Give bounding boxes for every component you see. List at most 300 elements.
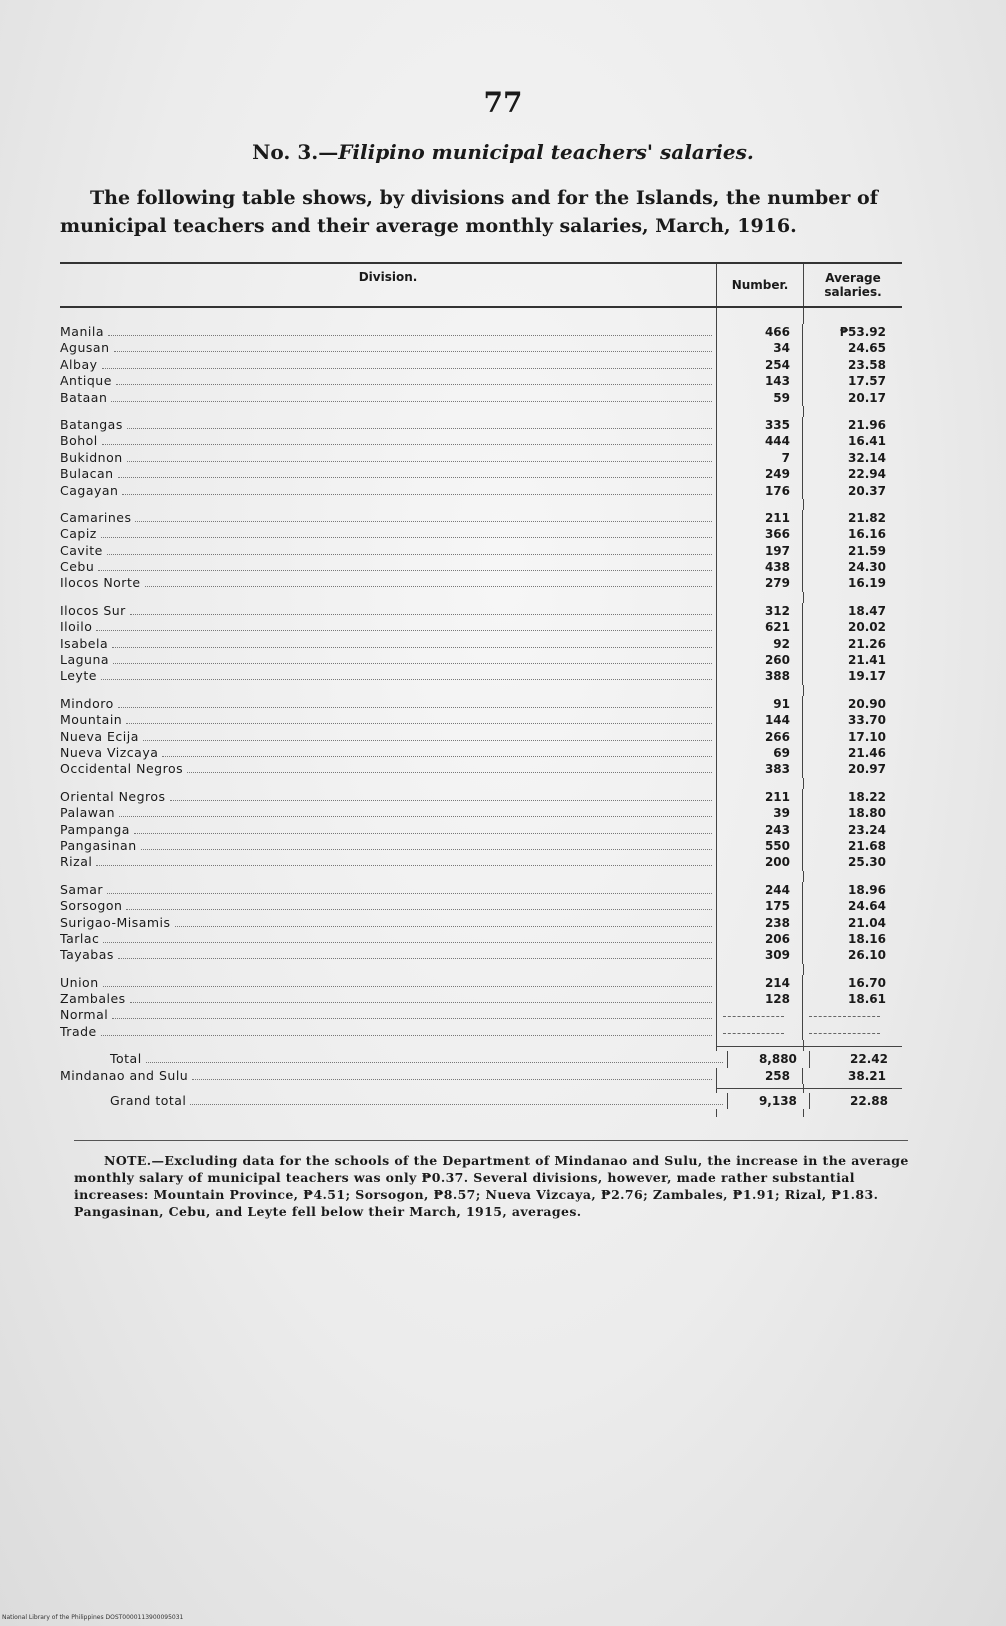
number-cell: 249 bbox=[716, 466, 802, 482]
table-row bbox=[60, 1007, 902, 1023]
dot-leader bbox=[101, 678, 712, 680]
table-row bbox=[60, 822, 902, 838]
salary-cell: 20.37 bbox=[802, 483, 900, 499]
division-name: Sorsogon bbox=[60, 898, 123, 914]
division-name: Pangasinan bbox=[60, 837, 137, 853]
division-name: Bukidnon bbox=[60, 449, 123, 465]
number-cell: 383 bbox=[716, 761, 802, 777]
table-row bbox=[60, 559, 902, 575]
division-name: Tarlac bbox=[60, 930, 100, 946]
salary-cell: 18.80 bbox=[802, 805, 900, 821]
table-row bbox=[60, 575, 902, 591]
number-cell: 621 bbox=[716, 619, 802, 635]
number-cell: 211 bbox=[716, 510, 802, 526]
table-row bbox=[60, 931, 902, 947]
division-name: Bohol bbox=[60, 433, 98, 449]
dot-leader bbox=[107, 553, 712, 555]
mindanao-row bbox=[60, 1068, 902, 1084]
division-name: Nueva Vizcaya bbox=[60, 744, 159, 760]
division-cell bbox=[60, 450, 716, 466]
dot-leader bbox=[143, 739, 712, 741]
salary-cell: 23.24 bbox=[802, 822, 900, 838]
division-name: Pampanga bbox=[60, 821, 130, 837]
table-row bbox=[60, 483, 902, 499]
division-cell bbox=[60, 526, 716, 542]
table-row bbox=[60, 357, 902, 373]
table-row bbox=[60, 898, 902, 914]
salary-cell: 21.96 bbox=[802, 417, 900, 433]
number-cell: 260 bbox=[716, 652, 802, 668]
salary-cell bbox=[802, 1007, 900, 1023]
spacer-cell bbox=[716, 1109, 803, 1117]
salary-cell: 20.97 bbox=[802, 761, 900, 777]
number-cell: 9,138 bbox=[727, 1093, 809, 1109]
number-cell: 91 bbox=[716, 696, 802, 712]
division-cell bbox=[60, 390, 716, 406]
division-cell bbox=[60, 1024, 716, 1040]
number-cell: 92 bbox=[716, 636, 802, 652]
note-rule bbox=[74, 1140, 908, 1141]
division-cell bbox=[60, 975, 716, 991]
spacer-cell bbox=[60, 592, 716, 603]
spacer-cell bbox=[60, 406, 716, 417]
salary-cell: 21.68 bbox=[802, 838, 900, 854]
number-cell: 144 bbox=[716, 712, 802, 728]
dot-leader bbox=[127, 427, 712, 429]
number-cell: 244 bbox=[716, 882, 802, 898]
division-name: Ilocos Norte bbox=[60, 575, 141, 591]
dot-leader bbox=[127, 460, 712, 462]
salary-cell: 16.70 bbox=[802, 975, 900, 991]
salary-table bbox=[60, 262, 902, 1117]
spacer-cell bbox=[803, 592, 902, 603]
division-name: Iloilo bbox=[60, 619, 93, 635]
salary-cell: 22.94 bbox=[802, 466, 900, 482]
table-title bbox=[0, 140, 1006, 164]
spacer-cell bbox=[60, 1109, 716, 1117]
spacer-cell bbox=[716, 308, 803, 324]
salary-cell: 16.16 bbox=[802, 526, 900, 542]
salary-cell: 21.41 bbox=[802, 652, 900, 668]
salary-cell: 18.96 bbox=[802, 882, 900, 898]
division-cell bbox=[60, 805, 716, 821]
group-spacer bbox=[60, 778, 902, 789]
salary-cell: 17.10 bbox=[802, 729, 900, 745]
number-cell: 69 bbox=[716, 745, 802, 761]
dot-leader bbox=[111, 400, 712, 402]
group-spacer bbox=[60, 964, 902, 975]
table-row bbox=[60, 526, 902, 542]
division-name: Trade bbox=[60, 1023, 97, 1039]
division-name: Rizal bbox=[60, 854, 93, 870]
dot-leader bbox=[192, 1078, 712, 1080]
table-row bbox=[60, 510, 902, 526]
dot-leader bbox=[146, 1061, 724, 1063]
division-cell bbox=[60, 559, 716, 575]
table-row bbox=[60, 696, 902, 712]
division-name: Mindoro bbox=[60, 695, 114, 711]
table-row bbox=[60, 450, 902, 466]
table-row bbox=[60, 947, 902, 963]
table-row bbox=[60, 652, 902, 668]
spacer-cell bbox=[716, 964, 803, 975]
number-cell: 550 bbox=[716, 838, 802, 854]
table-row bbox=[60, 668, 902, 684]
spacer-cell bbox=[803, 871, 902, 882]
salary-cell: 21.04 bbox=[802, 915, 900, 931]
intro-paragraph: The following table shows, by divisions and for the Islands, the number of municipal teachers and their average monthly salaries, March, 1916. bbox=[60, 187, 878, 237]
blank-dash bbox=[723, 1007, 784, 1017]
division-cell bbox=[60, 417, 716, 433]
division-cell bbox=[60, 712, 716, 728]
spacer-cell bbox=[60, 964, 716, 975]
division-name: Samar bbox=[60, 881, 104, 897]
table-row bbox=[60, 789, 902, 805]
table-row bbox=[60, 466, 902, 482]
salary-cell: 20.02 bbox=[802, 619, 900, 635]
header-salaries: Average salaries. bbox=[803, 264, 902, 306]
group-spacer bbox=[60, 592, 902, 603]
number-cell: 211 bbox=[716, 789, 802, 805]
salary-cell: 18.22 bbox=[802, 789, 900, 805]
division-name: Grand total bbox=[110, 1093, 187, 1109]
table-row bbox=[60, 882, 902, 898]
division-cell bbox=[60, 603, 716, 619]
dot-leader bbox=[170, 799, 712, 801]
dot-leader bbox=[96, 629, 712, 631]
number-cell: 59 bbox=[716, 390, 802, 406]
dot-leader bbox=[175, 925, 712, 927]
dot-leader bbox=[134, 832, 712, 834]
salary-cell: 20.17 bbox=[802, 390, 900, 406]
table-row bbox=[60, 390, 902, 406]
division-name: Cebu bbox=[60, 559, 95, 575]
dot-leader bbox=[96, 864, 712, 866]
spacer-cell bbox=[716, 685, 803, 696]
scan-footer: National Library of the Philippines DOST0000113900095031 bbox=[2, 1614, 184, 1621]
salary-cell: ₱53.92 bbox=[802, 324, 900, 340]
division-cell bbox=[60, 696, 716, 712]
number-cell: 444 bbox=[716, 433, 802, 449]
division-cell bbox=[60, 466, 716, 482]
group-spacer bbox=[60, 308, 902, 324]
division-name: Mindanao and Sulu bbox=[60, 1067, 189, 1083]
division-cell bbox=[60, 838, 716, 854]
number-cell bbox=[716, 1024, 802, 1040]
number-cell: 34 bbox=[716, 340, 802, 356]
number-cell: 39 bbox=[716, 805, 802, 821]
number-cell: 312 bbox=[716, 603, 802, 619]
division-cell bbox=[60, 373, 716, 389]
salary-cell: 26.10 bbox=[802, 947, 900, 963]
dot-leader bbox=[101, 536, 712, 538]
salary-cell: 19.17 bbox=[802, 668, 900, 684]
salary-cell: 20.90 bbox=[802, 696, 900, 712]
number-cell: 8,880 bbox=[727, 1051, 809, 1067]
division-cell bbox=[60, 433, 716, 449]
division-name: Manila bbox=[60, 324, 104, 339]
spacer-cell bbox=[803, 308, 902, 324]
salary-cell: 18.61 bbox=[802, 991, 900, 1007]
salary-cell: 21.26 bbox=[802, 636, 900, 652]
group-spacer bbox=[60, 685, 902, 696]
division-cell bbox=[60, 1093, 727, 1109]
group-spacer bbox=[60, 1109, 902, 1117]
spacer-cell bbox=[716, 592, 803, 603]
division-cell bbox=[60, 1051, 727, 1067]
blank-dash bbox=[723, 1024, 784, 1034]
total-row bbox=[60, 1051, 902, 1067]
division-name: Occidental Negros bbox=[60, 761, 184, 777]
table-row bbox=[60, 838, 902, 854]
dot-leader bbox=[122, 493, 712, 495]
division-cell bbox=[60, 822, 716, 838]
spacer-cell bbox=[716, 871, 803, 882]
salary-cell: 21.82 bbox=[802, 510, 900, 526]
table-row bbox=[60, 915, 902, 931]
division-name: Agusan bbox=[60, 340, 110, 356]
division-cell bbox=[60, 882, 716, 898]
salary-cell: 16.19 bbox=[802, 575, 900, 591]
spacer-cell bbox=[803, 1109, 902, 1117]
division-cell bbox=[60, 340, 716, 356]
dot-leader bbox=[119, 815, 712, 817]
salary-cell: 21.46 bbox=[802, 745, 900, 761]
division-cell bbox=[60, 761, 716, 777]
division-name: Camarines bbox=[60, 509, 132, 525]
spacer-cell bbox=[716, 499, 803, 510]
division-name: Total bbox=[110, 1051, 142, 1067]
salary-cell: 24.64 bbox=[802, 898, 900, 914]
spacer-cell bbox=[60, 499, 716, 510]
division-name: Zambales bbox=[60, 991, 126, 1007]
division-name: Cavite bbox=[60, 542, 103, 558]
division-cell bbox=[60, 652, 716, 668]
table-row bbox=[60, 745, 902, 761]
number-cell: 206 bbox=[716, 931, 802, 947]
spacer-cell bbox=[60, 778, 716, 789]
table-row bbox=[60, 991, 902, 1007]
number-cell: 388 bbox=[716, 668, 802, 684]
division-cell bbox=[60, 324, 716, 340]
salary-cell: 33.70 bbox=[802, 712, 900, 728]
number-cell: 258 bbox=[716, 1068, 802, 1084]
table-row bbox=[60, 805, 902, 821]
title-prefix: No. 3.— bbox=[252, 140, 339, 164]
table-row bbox=[60, 975, 902, 991]
spacer-cell bbox=[803, 406, 902, 417]
division-cell bbox=[60, 789, 716, 805]
table-row bbox=[60, 373, 902, 389]
division-name: Bataan bbox=[60, 389, 108, 405]
rule-cell bbox=[60, 1088, 716, 1092]
salary-cell: 23.58 bbox=[802, 357, 900, 373]
number-cell: 200 bbox=[716, 854, 802, 870]
number-cell: 197 bbox=[716, 543, 802, 559]
table-row bbox=[60, 1024, 902, 1040]
spacer-cell bbox=[803, 499, 902, 510]
division-cell bbox=[60, 931, 716, 947]
division-name: Mountain bbox=[60, 712, 123, 728]
header-number: Number. bbox=[716, 264, 803, 306]
spacer-cell bbox=[60, 685, 716, 696]
division-name: Capiz bbox=[60, 526, 97, 542]
number-cell: 238 bbox=[716, 915, 802, 931]
dot-leader bbox=[118, 476, 712, 478]
number-cell: 243 bbox=[716, 822, 802, 838]
table-row bbox=[60, 324, 902, 340]
dot-leader bbox=[118, 957, 712, 959]
dot-leader bbox=[101, 1034, 712, 1036]
division-cell bbox=[60, 668, 716, 684]
division-cell bbox=[60, 357, 716, 373]
table-body bbox=[60, 308, 902, 1117]
spacer-cell bbox=[716, 778, 803, 789]
table-header bbox=[60, 264, 902, 308]
dot-leader bbox=[126, 722, 712, 724]
number-cell: 143 bbox=[716, 373, 802, 389]
number-cell: 176 bbox=[716, 483, 802, 499]
number-cell: 214 bbox=[716, 975, 802, 991]
number-cell: 309 bbox=[716, 947, 802, 963]
table-row bbox=[60, 433, 902, 449]
table-row bbox=[60, 619, 902, 635]
division-name: Antique bbox=[60, 373, 112, 389]
dot-leader bbox=[162, 755, 712, 757]
spacer-cell bbox=[803, 778, 902, 789]
division-name: Leyte bbox=[60, 668, 97, 684]
salary-cell: 21.59 bbox=[802, 543, 900, 559]
salary-cell: 22.88 bbox=[809, 1093, 902, 1109]
number-cell: 266 bbox=[716, 729, 802, 745]
grand-total-row bbox=[60, 1093, 902, 1109]
dot-leader bbox=[114, 350, 712, 352]
blank-dash bbox=[809, 1024, 880, 1034]
table-row bbox=[60, 543, 902, 559]
division-cell bbox=[60, 991, 716, 1007]
salary-cell: 24.65 bbox=[802, 340, 900, 356]
table-row bbox=[60, 761, 902, 777]
dot-leader bbox=[102, 367, 712, 369]
table-row bbox=[60, 603, 902, 619]
division-cell bbox=[60, 1068, 716, 1084]
dot-leader bbox=[102, 443, 712, 445]
dot-leader bbox=[126, 908, 712, 910]
group-spacer bbox=[60, 871, 902, 882]
division-name: Albay bbox=[60, 356, 98, 372]
number-cell bbox=[716, 1007, 802, 1023]
page-number: 77 bbox=[483, 86, 523, 119]
group-spacer bbox=[60, 499, 902, 510]
table-row bbox=[60, 340, 902, 356]
spacer-cell bbox=[716, 406, 803, 417]
number-cell: 438 bbox=[716, 559, 802, 575]
division-name: Oriental Negros bbox=[60, 788, 166, 804]
dot-leader bbox=[190, 1103, 723, 1105]
number-cell: 366 bbox=[716, 526, 802, 542]
number-cell: 7 bbox=[716, 450, 802, 466]
number-cell: 175 bbox=[716, 898, 802, 914]
division-name: Ilocos Sur bbox=[60, 602, 126, 618]
number-cell: 128 bbox=[716, 991, 802, 1007]
number-cell: 254 bbox=[716, 357, 802, 373]
dot-leader bbox=[112, 646, 712, 648]
table-row bbox=[60, 854, 902, 870]
division-name: Nueva Ecija bbox=[60, 728, 139, 744]
salary-cell: 17.57 bbox=[802, 373, 900, 389]
division-cell bbox=[60, 898, 716, 914]
division-name: Normal bbox=[60, 1007, 109, 1023]
salary-cell: 32.14 bbox=[802, 450, 900, 466]
division-cell bbox=[60, 543, 716, 559]
table-row bbox=[60, 636, 902, 652]
dot-leader bbox=[107, 892, 712, 894]
header-division: Division. bbox=[358, 270, 418, 284]
salary-cell: 24.30 bbox=[802, 559, 900, 575]
spacer-cell bbox=[60, 871, 716, 882]
number-cell: 279 bbox=[716, 575, 802, 591]
division-name: Surigao-Misamis bbox=[60, 914, 171, 930]
table-row bbox=[60, 712, 902, 728]
division-name: Bulacan bbox=[60, 466, 114, 482]
title-italic: Filipino municipal teachers' salaries. bbox=[338, 140, 754, 164]
division-name: Tayabas bbox=[60, 947, 114, 963]
division-name: Batangas bbox=[60, 416, 123, 432]
dot-leader bbox=[145, 585, 712, 587]
dot-leader bbox=[103, 941, 712, 943]
salary-cell: 25.30 bbox=[802, 854, 900, 870]
division-cell bbox=[60, 915, 716, 931]
blank-dash bbox=[809, 1007, 880, 1017]
salary-cell: 38.21 bbox=[802, 1068, 900, 1084]
salary-cell: 18.16 bbox=[802, 931, 900, 947]
division-cell bbox=[60, 1007, 716, 1023]
division-cell bbox=[60, 483, 716, 499]
division-cell bbox=[60, 619, 716, 635]
spacer-cell bbox=[803, 685, 902, 696]
division-cell bbox=[60, 947, 716, 963]
division-cell bbox=[60, 575, 716, 591]
rule-cell bbox=[60, 1046, 716, 1050]
group-spacer bbox=[60, 406, 902, 417]
division-name: Laguna bbox=[60, 652, 110, 668]
dot-leader bbox=[108, 334, 712, 336]
dot-leader bbox=[103, 985, 712, 987]
number-cell: 466 bbox=[716, 324, 802, 340]
spacer-cell bbox=[803, 964, 902, 975]
salary-cell bbox=[802, 1024, 900, 1040]
division-name: Palawan bbox=[60, 805, 116, 821]
footnote: NOTE.—Excluding data for the schools of the Department of Mindanao and Sulu, the increase in the average monthly salary of municipal teachers was only ₱0.37. Several divisions, however, made rather substantial increases: Mountain Province, ₱4.51; Sorsogon, ₱8.57; Nueva Vizcaya, ₱2.76; Zambales, ₱1.91; Rizal, ₱1.83. Pangasinan, Cebu, and Leyte fell below their March, 1915, averages. bbox=[74, 1153, 909, 1219]
dot-leader bbox=[112, 1017, 712, 1019]
division-cell bbox=[60, 729, 716, 745]
dot-leader bbox=[130, 1001, 712, 1003]
division-name: Isabela bbox=[60, 635, 109, 651]
table-row bbox=[60, 729, 902, 745]
division-name: Union bbox=[60, 974, 99, 990]
dot-leader bbox=[130, 613, 712, 615]
salary-cell: 16.41 bbox=[802, 433, 900, 449]
spacer-cell bbox=[60, 308, 716, 324]
division-cell bbox=[60, 636, 716, 652]
division-cell bbox=[60, 745, 716, 761]
dot-leader bbox=[187, 771, 712, 773]
dot-leader bbox=[113, 662, 712, 664]
salary-cell: 18.47 bbox=[802, 603, 900, 619]
dot-leader bbox=[135, 520, 712, 522]
dot-leader bbox=[118, 706, 712, 708]
division-cell bbox=[60, 854, 716, 870]
